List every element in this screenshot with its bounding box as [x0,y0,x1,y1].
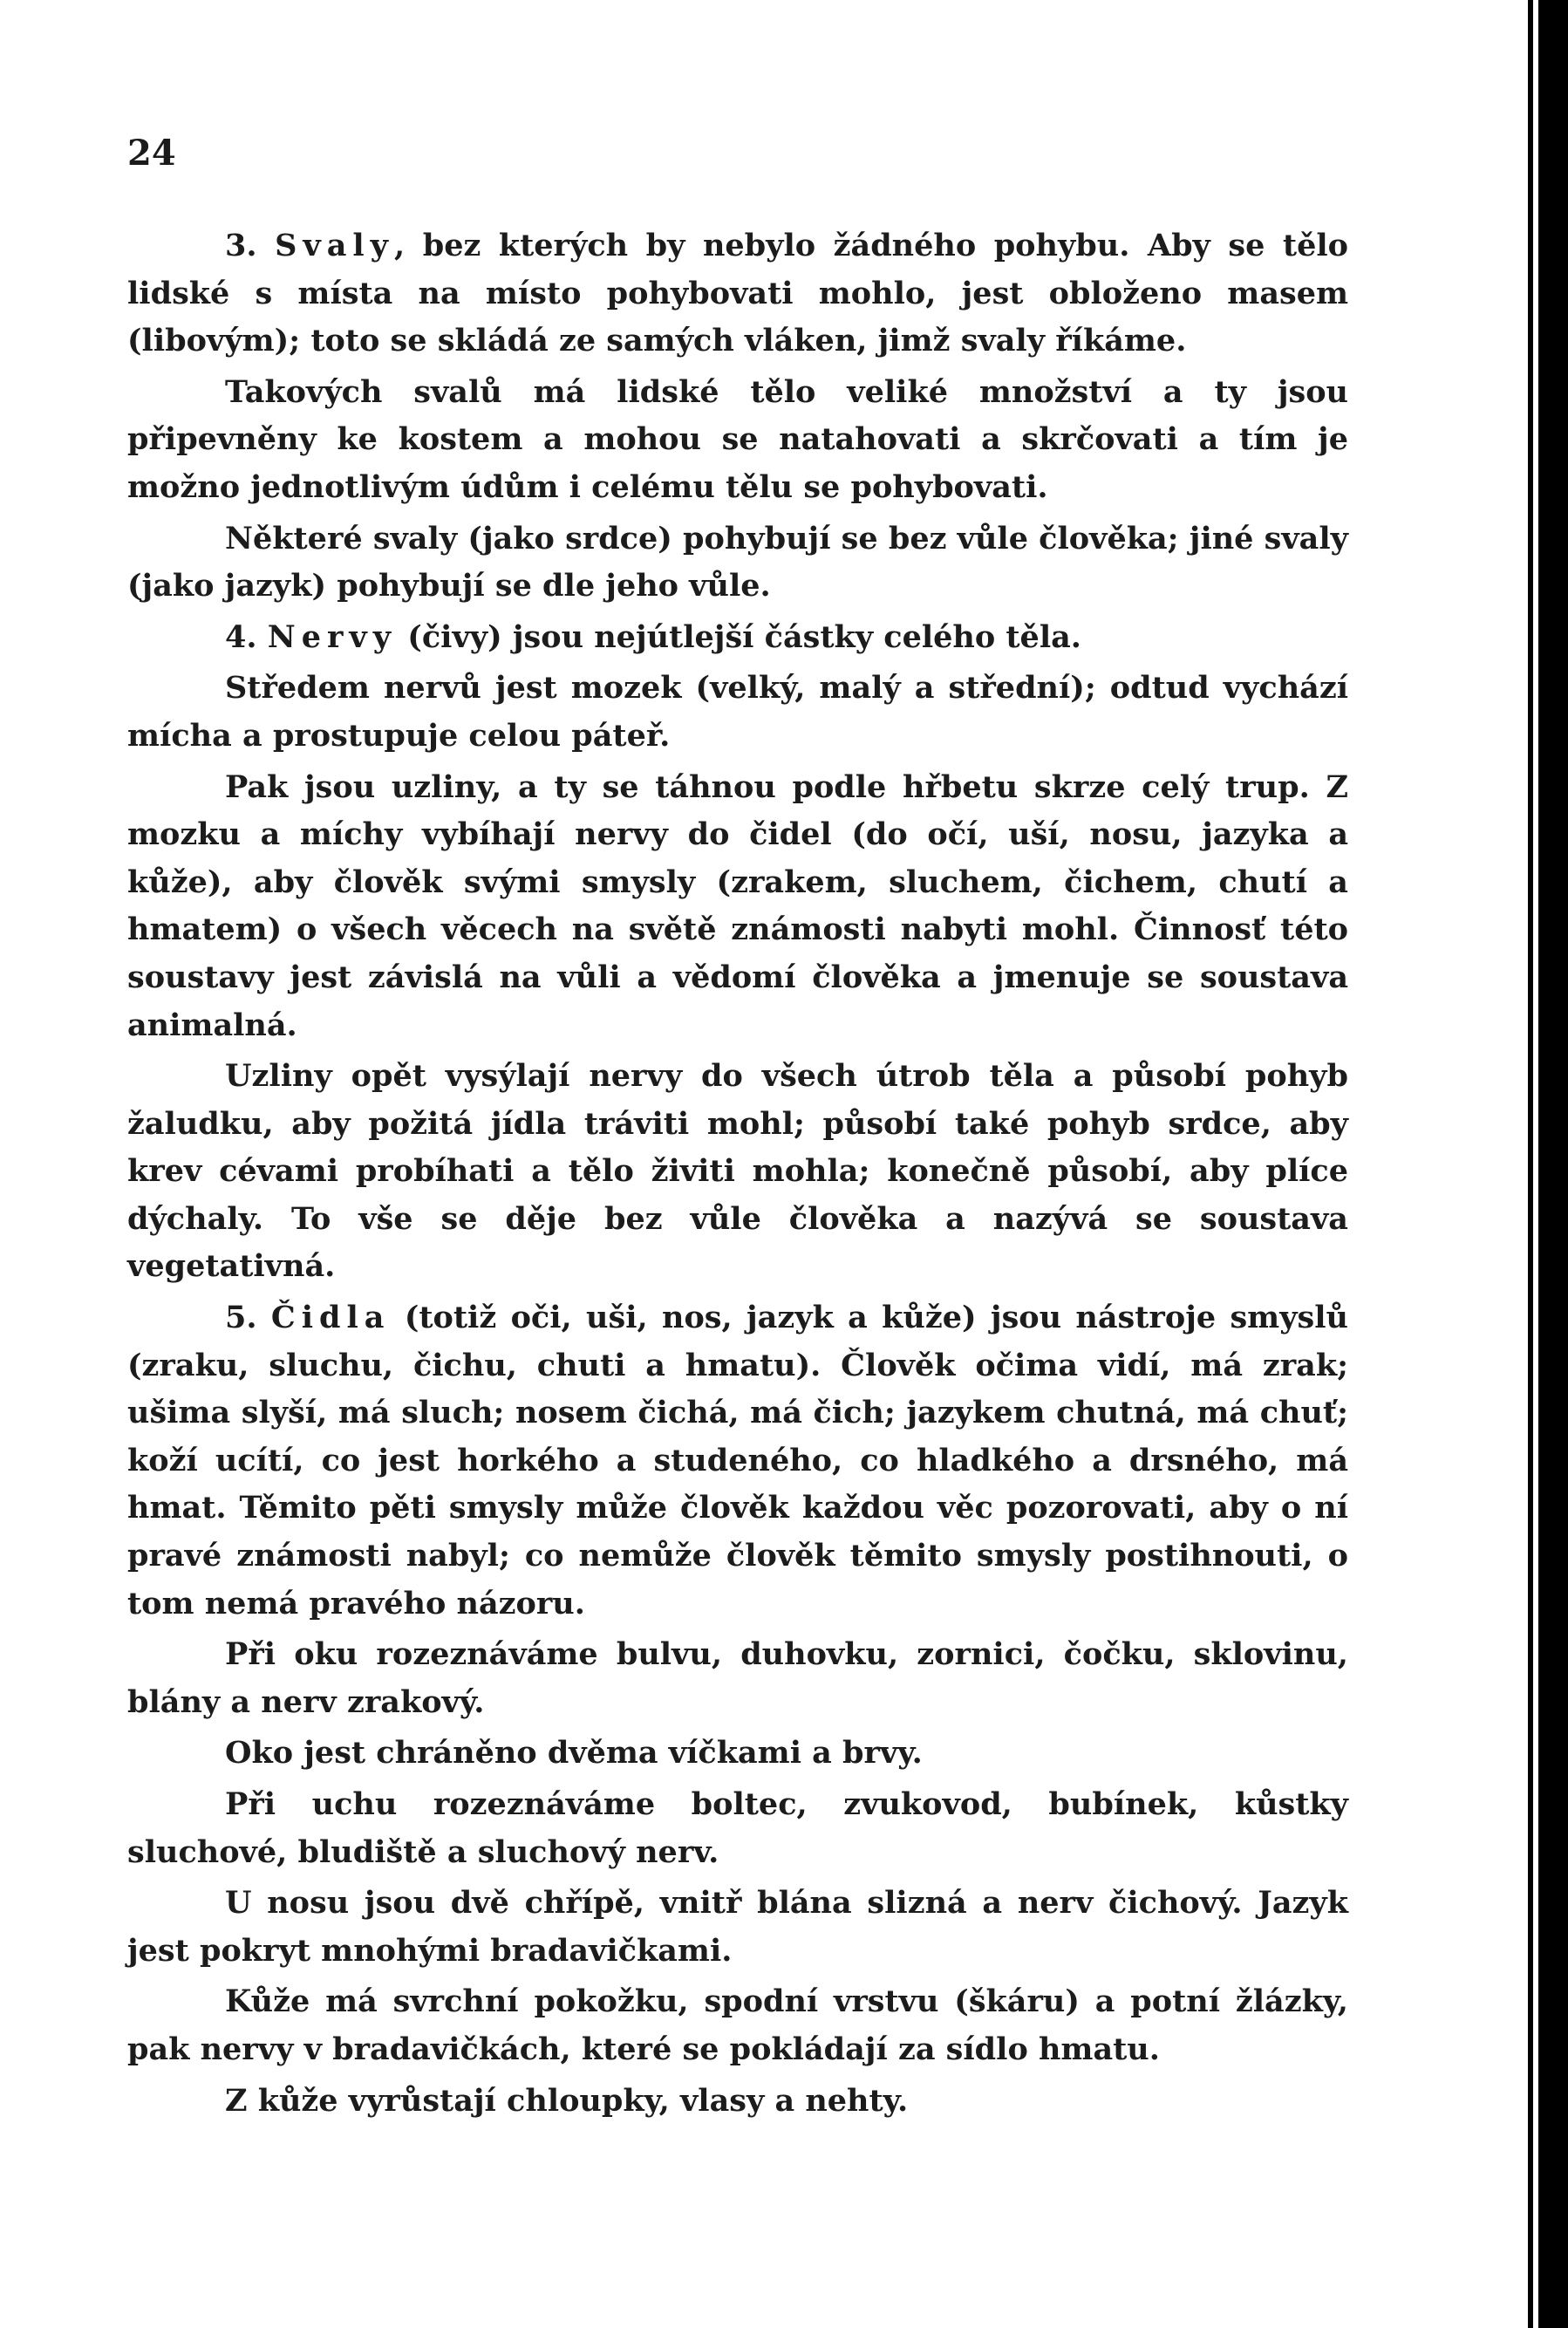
paragraph-svaly-pocet: Takových svalů má lidské tělo veliké množství a ty jsou připevněny ke kostem a mohou se natahovati a skrčovati a tím je možno jednotlivým údům i celému tělu se pohybovati. [127,373,1348,505]
paragraph-chloupky: Z kůže vyrůstají chloupky, vlasy a nehty. [225,2082,909,2119]
paragraph-svaly [127,222,1348,365]
section-number: 3. [225,228,276,263]
paragraph-text: (čivy) jsou nejútlejší částky celého těla. [397,618,1081,655]
paragraph-nos-jazyk: U nosu jsou dvě chřípě, vnitř blána slizná a nerv čichový. Jazyk jest pokryt mnohými bradavičkami. [127,1885,1348,1969]
section-term: Svaly [275,228,395,263]
paragraph-oko: Při oku rozeznáváme bulvu, duhovku, zornici, čočku, sklovinu, blány a nerv zrakový. [127,1636,1348,1720]
paragraph-kuze: Kůže má svrchní pokožku, spodní vrstvu (škáru) a potní žlázky, pak nervy v bradavičkách, které se pokládají za sídlo hmatu. [127,1983,1348,2067]
paragraph-mozek: Středem nervů jest mozek (velký, malý a střední); odtud vychází mícha a prostupuje celou páteř. [127,670,1348,754]
paragraph-text: , bez kterých by nebylo žádného pohybu. Aby se tělo lidské s místa na místo pohybovati mohlo, jest obloženo masem (libovým); toto se skládá ze samých vláken, jimž svaly říkáme. [127,228,1348,359]
section-term: Čidla [270,1300,391,1336]
paragraph-soustava-vegetativna: Uzliny opět vysýlají nervy do všech útrob těla a působí pohyb žaludku, aby požitá jídla tráviti mohl; působí také pohyb srdce, aby krev cévami probíhati a tělo živiti mohla; konečně působí, aby plíce dýchaly. To vše se děje bez vůle člověka a nazývá se soustava vegetativná. [127,1058,1348,1285]
paragraph-nervy [127,614,1348,662]
paragraph-svaly-vule: Některé svaly (jako srdce) pohybují se bez vůle člověka; jiné svaly (jako jazyk) pohybují se dle jeho vůle. [127,520,1348,604]
paragraph-uzliny: Pak jsou uzliny, a ty se táhnou podle hřbetu skrze celý trup. Z mozku a míchy vybíhají nervy do čidel (do očí, uší, nosu, jazyka a kůže), aby člověk svými smysly (zrakem, sluchem, čichem, chutí a hmatem) o všech věcech na světě známosti nabyti mohl. Činnosť této soustavy jest závislá na vůli a vědomí člověka a jmenuje se soustava animalná. [127,768,1348,1043]
page-body [127,222,1348,2128]
paragraph-text: (totiž oči, uši, nos, jazyk a kůže) jsou nástroje smyslů (zraku, sluchu, čichu, chuti a hmatu). Člověk očima vidí, má zrak; ušima slyší, má sluch; nosem čichá, má čich; jazykem chutná, má chuť; koží ucítí, co jest horkého a studeného, co hladkého a drsného, má hmat. Těmito pěti smysly může člověk každou věc pozorovati, aby o ní pravé známosti nabyl; co nemůže člověk těmito smysly postihnouti, o tom nemá pravého názoru. [127,1300,1348,1621]
section-term: Nervy [267,618,398,655]
paragraph-vicka: Oko jest chráněno dvěma víčkami a brvy. [225,1735,923,1772]
paragraph-cidla [127,1294,1348,1628]
section-number: 4. [225,618,268,655]
scan-border-rule [1533,0,1538,2328]
paragraph-ucho: Při uchu rozeznáváme boltec, zvukovod, bubínek, kůstky sluchové, bludiště a sluchový nerv. [127,1786,1348,1870]
section-number: 5. [225,1300,271,1336]
page-number: 24 [127,133,176,174]
